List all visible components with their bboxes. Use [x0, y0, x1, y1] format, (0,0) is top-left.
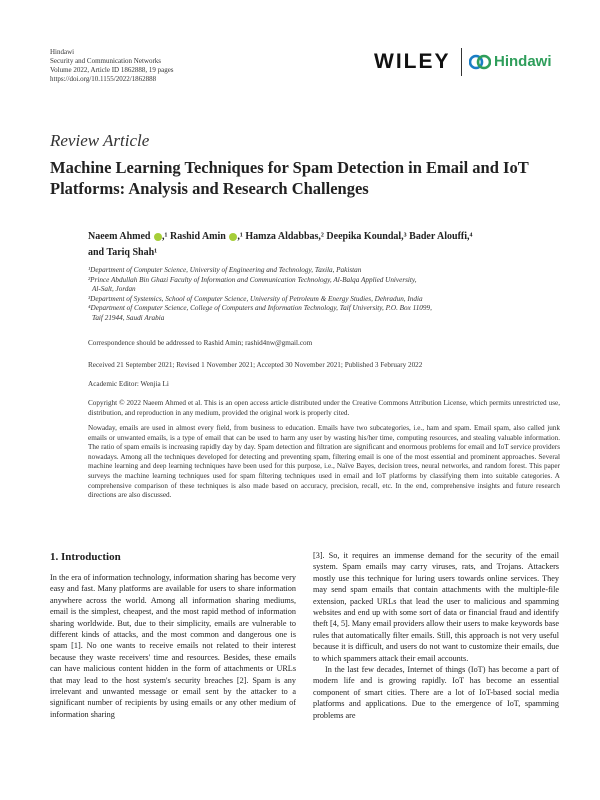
publisher-name: Hindawi [50, 48, 75, 56]
hindawi-logo-text: Hindawi [494, 53, 552, 70]
wiley-logo: WILEY [374, 50, 451, 73]
author-list [88, 229, 558, 261]
intro-left-column [50, 550, 296, 720]
affiliations [88, 266, 558, 324]
journal-name: Security and Communication Networks [50, 57, 162, 65]
author-text-2: ,¹ Rashid Amin [162, 231, 229, 242]
journal-meta [50, 48, 174, 84]
author-text-4: and Tariq Shah¹ [88, 247, 158, 258]
hindawi-logo-icon [469, 52, 491, 72]
affiliation-3: ³Department of Systemics, School of Computer Science, University of Petroleum & Energy Studies, Dehradun, India [88, 294, 423, 303]
abstract: Nowaday, emails are used in almost every field, from business to education. Emails have two subcategories, i.e., ham and spam. Email spam, also called junk emails or unwanted emails, is a type of email that can be used to harm any user by wasting his/her time, computing resources, and stealing valuable information. The ratio of spam emails is increasing rapidly day by day. Spam detection and filtration are significant and enormous problems for email and IoT service providers nowadays. Among all the techniques developed for detecting and preventing spam, filtering email is one of the most essential and prominent approaches. Several machine learning and deep learning techniques have been used for this purpose, i.e., Naïve Bayes, decision trees, neural networks, and random forest. This paper surveys the machine learning techniques used for spam filtering techniques used in email and IoT platforms by classifying them into suitable categories. A comprehensive comparison of these techniques is also made based on accuracy, precision, recall, etc. In the end, comprehensive insights and future research directions are also discussed. [88, 424, 560, 500]
affiliation-2-cont: Al-Salt, Jordan [92, 285, 136, 294]
article-type: Review Article [50, 131, 150, 150]
author-text-1: Naeem Ahmed [88, 231, 153, 242]
section-heading: 1. Introduction [50, 551, 121, 563]
affiliation-1: ¹Department of Computer Science, University of Engineering and Technology, Taxila, Pakistan [88, 266, 362, 274]
doi-link[interactable]: https://doi.org/10.1155/2022/1862888 [50, 75, 157, 83]
intro-right-column [313, 550, 559, 721]
author-text-3: ,¹ Hamza Aldabbas,² Deepika Koundal,³ Bader Alouffi,⁴ [237, 231, 473, 242]
intro-paragraph-1: In the era of information technology, information sharing has become very easy and fast. Many platforms are available for users to share information anywhere across the world. Among all information sharing mediums, email is the simplest, cheapest, and the most rapid method of information sharing worldwide. But, due to their simplicity, emails are vulnerable to different kinds of attacks, and the most common and dangerous one is spam [1]. No one wants to receive emails not related to their interest because they waste receivers' time and resources. Besides, these emails can have malicious content hidden in the form of attachments or URLs that may lead to the host system's security breaches [2]. Spam is any irrelevant and unwanted message or email sent by the attacker to a significant number of recipients by using emails or any other medium of information sharing [50, 573, 296, 719]
copyright-notice: Copyright © 2022 Naeem Ahmed et al. This is an open access article distributed under the Creative Commons Attribution License, which permits unrestricted use, distribution, and reproduction in any medium, provided the original work is properly cited. [88, 399, 560, 417]
academic-editor: Academic Editor: Wenjia Li [88, 380, 169, 388]
logo-divider [461, 48, 462, 76]
volume-line: Volume 2022, Article ID 1862888, 19 pages [50, 66, 174, 74]
affiliation-2: ²Prince Abdullah Bin Ghazi Faculty of Information and Communication Technology, Al-Balqa Applied University, [88, 275, 417, 284]
correspondence: Correspondence should be addressed to Rashid Amin; rashid4nw@gmail.com [88, 339, 313, 347]
publication-dates: Received 21 September 2021; Revised 1 November 2021; Accepted 30 November 2021; Published 3 February 2022 [88, 361, 423, 369]
article-title: Machine Learning Techniques for Spam Detection in Email and IoT Platforms: Analysis and Research Challenges [50, 158, 529, 198]
affiliation-4: ⁴Department of Computer Science, College of Computers and Information Technology, Taif University, P.O. Box 11099, [88, 304, 432, 313]
affiliation-4-cont: Taif 21944, Saudi Arabia [92, 313, 165, 322]
intro-paragraph-1-cont: [3]. So, it requires an immense demand for the security of the email system. Spam emails may carry viruses, rats, and Trojans. Attackers mostly use this technique for luring users towards online services. They may send spam emails that contain attachments with the multiple-file extension, packed URLs that lead the user to malicious and spamming websites and end up with some sort of data or financial fraud and identify theft [4, 5]. Many email providers allow their users to make keywords base rules that automatically filter emails. Still, this approach is not very useful because it is difficult, and users do not want to customize their emails, due to which spammers attack their email accounts. [313, 551, 560, 663]
orcid-icon[interactable] [154, 233, 162, 241]
intro-paragraph-2: In the last few decades, Internet of things (IoT) has become a part of modern life and is growing rapidly. IoT has become an essential component of smart cities. There are a lot of IoT-based social media platforms and applications. Due to the emergence of IoT, spamming problems are [313, 665, 559, 720]
